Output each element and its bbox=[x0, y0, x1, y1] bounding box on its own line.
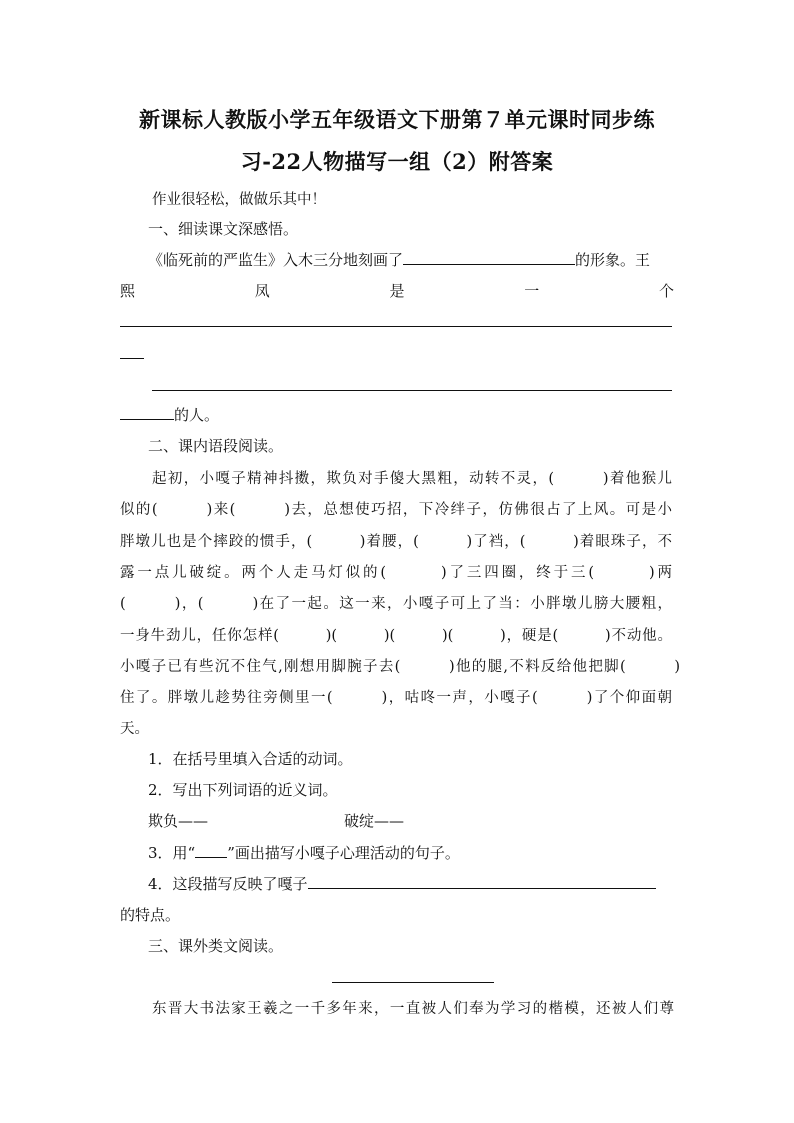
section1-sentence bbox=[148, 249, 678, 270]
passage-line-8: 天。 bbox=[120, 721, 149, 737]
answer-line-short[interactable] bbox=[120, 358, 144, 359]
question-4 bbox=[148, 873, 700, 894]
q3-part2: ”画出描写小嘎子心理活动的句子。 bbox=[227, 844, 460, 862]
answer-blank[interactable] bbox=[308, 874, 656, 889]
q3-part1: 3．用“ bbox=[148, 844, 196, 862]
char-4: 个 bbox=[658, 282, 674, 300]
answer-line[interactable] bbox=[152, 390, 672, 391]
passage-line-2: 胖墩儿也是个摔跤的惯手，( )着腰，( )了裆，( )着眼珠子，不 bbox=[120, 534, 672, 550]
section1-spaced-line bbox=[120, 280, 674, 301]
section1-sentence-part2: 的形象。王 bbox=[575, 251, 651, 269]
passage-line-4: ( )，( )在了一起。这一来，小嘎子可上了当：小胖墩儿膀大腰粗， bbox=[120, 596, 672, 612]
page-title-line2: 习-22人物描写一组（2）附答案 bbox=[240, 149, 554, 174]
section2-heading: 二、课内语段阅读。 bbox=[148, 437, 284, 455]
title-blank-line[interactable] bbox=[332, 982, 494, 983]
passage-line-3: 露一点儿破绽。两个人走马灯似的( )了三四圈，终于三( )两 bbox=[120, 565, 672, 581]
q4-part1: 4．这段描写反映了嘎子 bbox=[148, 875, 308, 893]
answer-blank[interactable] bbox=[120, 405, 174, 420]
answer-line[interactable] bbox=[120, 326, 672, 327]
intro-text: 作业很轻松，做做乐其中！ bbox=[152, 192, 326, 208]
page-title-line1: 新课标人教版小学五年级语文下册第７单元课时同步练 bbox=[139, 107, 655, 132]
char-1: 凤 bbox=[254, 282, 270, 300]
char-2: 是 bbox=[389, 282, 405, 300]
char-0: 熙 bbox=[120, 282, 136, 300]
section1-ending bbox=[120, 404, 672, 425]
q2-word1: 欺负—— bbox=[148, 812, 209, 830]
question-4-ending: 的特点。 bbox=[120, 906, 181, 924]
passage-line-7: 住了。胖墩儿趁势往旁侧里一( )，咕咚一声，小嘎子( )了个仰面朝 bbox=[120, 690, 672, 706]
section3-passage-line-0: 东晋大书法家王羲之一千多年来，一直被人们奉为学习的楷模，还被人们尊 bbox=[152, 1001, 674, 1017]
passage-line-5: 一身牛劲儿，任你怎样( )( )( )( )，硬是( )不动他。 bbox=[120, 628, 672, 644]
passage-line-0: 起初，小嘎子精神抖擞，欺负对手傻大黑粗，动转不灵，( )着他猴儿 bbox=[152, 471, 672, 487]
question-3 bbox=[148, 842, 700, 863]
passage-line-1: 似的( )来( )去，总想使巧招，下冷绊子，仿佛很占了上风。可是小 bbox=[120, 502, 672, 518]
char-3: 一 bbox=[524, 282, 540, 300]
section1-ending-text: 的人。 bbox=[174, 406, 220, 424]
question-1: 1．在括号里填入合适的动词。 bbox=[148, 750, 353, 768]
section1-heading: 一、细读课文深感悟。 bbox=[148, 220, 299, 238]
passage-line-6: 小嘎子已有些沉不住气,刚想用脚腕子去( )他的腿,不料反给他把脚( ) bbox=[120, 659, 680, 675]
question-2: 2．写出下列词语的近义词。 bbox=[148, 781, 338, 799]
q2-word2: 破绽—— bbox=[344, 812, 405, 830]
question-2-words bbox=[148, 810, 700, 831]
answer-blank[interactable] bbox=[403, 250, 575, 265]
underline-sample bbox=[195, 843, 227, 858]
section3-heading: 三、课外类文阅读。 bbox=[148, 937, 284, 955]
section1-sentence-part1: 《临死前的严监生》入木三分地刻画了 bbox=[148, 251, 404, 269]
